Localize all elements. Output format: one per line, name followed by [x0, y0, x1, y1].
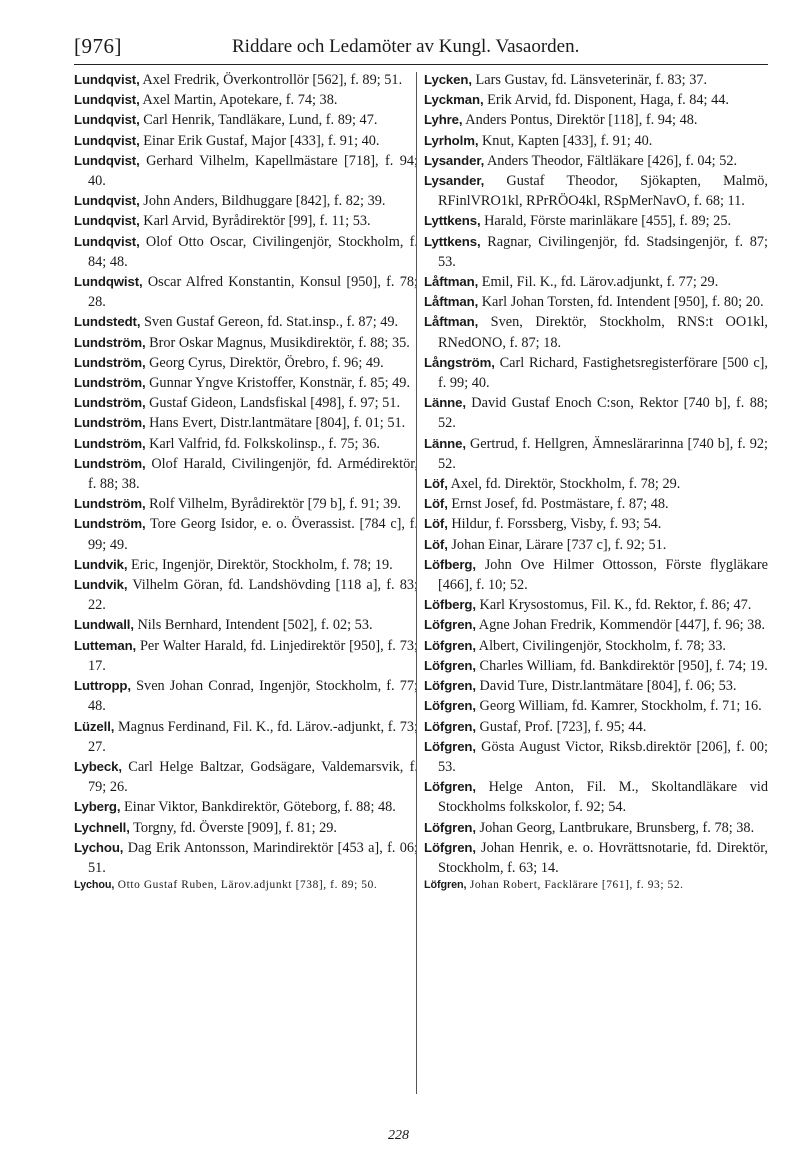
entry-details: Otto Gustaf Ruben, Lärov.adjunkt [738], f. 89; 50.	[117, 879, 378, 892]
entry-surname: Lysander,	[424, 152, 485, 168]
register-entry	[424, 474, 768, 494]
entry-surname: Låftman,	[424, 274, 479, 290]
register-entry	[74, 393, 418, 413]
register-entry	[424, 211, 768, 231]
entry-details: Einar Viktor, Bankdirektör, Göteborg, f. 88; 48.	[124, 799, 396, 816]
register-entry	[74, 373, 418, 393]
entry-surname: Lundvik,	[74, 577, 128, 593]
entry-surname: Lychnell,	[74, 819, 130, 835]
entry-details: Carl Richard, Fastighetsregisterförare [500 c], f. 99; 40.	[438, 354, 768, 392]
register-entry	[74, 151, 418, 191]
entry-surname: Löfgren,	[424, 738, 476, 754]
entry-surname: Löfgren,	[424, 839, 476, 855]
register-entry	[74, 413, 418, 433]
entry-details: Gösta August Victor, Riksb.direktör [206], f. 00; 53.	[438, 738, 768, 775]
entry-details: Torgny, fd. Överste [909], f. 81; 29.	[133, 819, 337, 836]
entry-details: Sven Johan Conrad, Ingenjör, Stockholm, f. 77; 48.	[88, 678, 418, 715]
entry-details: Gustaf Gideon, Landsfiskal [498], f. 97; 51.	[149, 395, 401, 412]
entry-surname: Lyrholm,	[424, 132, 479, 148]
entry-details: Rolf Vilhelm, Byrådirektör [79 b], f. 91; 39.	[149, 496, 401, 513]
register-entry	[74, 454, 418, 494]
register-entry	[424, 514, 768, 534]
entry-surname: Lundwall,	[74, 617, 134, 633]
entry-details: Johan Einar, Lärare [737 c], f. 92; 51.	[451, 536, 667, 553]
entry-surname: Löfgren,	[424, 678, 476, 694]
entry-surname: Löf,	[424, 516, 448, 532]
entry-surname: Lundqvist,	[74, 92, 140, 108]
register-entry	[74, 615, 418, 635]
entry-details: Einar Erik Gustaf, Major [433], f. 91; 40.	[143, 132, 380, 149]
entry-details: Lars Gustav, fd. Länsveterinär, f. 83; 37.	[475, 72, 708, 88]
page-bracket-number: [976]	[74, 34, 122, 58]
register-entry	[424, 70, 768, 90]
register-entry	[74, 110, 418, 130]
entry-details: John Anders, Bildhuggare [842], f. 82; 39.	[143, 193, 386, 210]
entry-details: Sven Gustaf Gereon, fd. Stat.insp., f. 87; 49.	[143, 314, 399, 331]
entry-details: Anders Theodor, Fältläkare [426], f. 04; 52.	[486, 152, 738, 169]
entry-details: John Ove Hilmer Ottosson, Förste flygläkare [466], f. 10; 52.	[438, 556, 768, 594]
right-column	[424, 70, 768, 1150]
entry-surname: Lundqvist,	[74, 72, 140, 87]
register-entry	[424, 353, 768, 393]
entry-details: Gustaf, Prof. [723], f. 95; 44.	[479, 718, 647, 735]
entry-surname: Luttropp,	[74, 678, 131, 694]
entry-surname: Lyttkens,	[424, 213, 481, 229]
entry-details: Magnus Ferdinand, Fil. K., fd. Lärov.-adjunkt, f. 73; 27.	[88, 718, 418, 755]
register-entry	[74, 818, 418, 838]
register-entry	[424, 151, 768, 171]
entry-surname: Löfberg,	[424, 556, 476, 572]
register-entry	[424, 636, 768, 656]
left-column	[74, 70, 418, 1150]
register-entry	[424, 272, 768, 292]
register-entry	[424, 232, 768, 272]
register-entry	[424, 595, 768, 615]
entry-details: Charles William, fd. Bankdirektör [950], f. 74; 19.	[479, 657, 768, 674]
register-entry	[424, 737, 768, 777]
entry-details: Hans Evert, Distr.lantmätare [804], f. 01; 51.	[149, 415, 406, 432]
entry-details: Per Walter Harald, fd. Linjedirektör [950], f. 73; 17.	[88, 637, 418, 674]
entry-details: Harald, Förste marinläkare [455], f. 89; 25.	[484, 213, 732, 230]
entry-details: Olof Otto Oscar, Civilingenjör, Stockholm, f. 84; 48.	[88, 233, 418, 270]
entry-surname: Lundström,	[74, 415, 146, 431]
entry-surname: Löf,	[424, 536, 448, 552]
register-entry	[74, 878, 418, 893]
entry-details: Gerhard Vilhelm, Kapellmästare [718], f. 94; 40.	[88, 152, 418, 190]
register-entry	[424, 615, 768, 635]
register-entry	[424, 555, 768, 595]
register-entry	[74, 434, 418, 454]
entry-details: Olof Harald, Civilingenjör, fd. Armédirektör, f. 88; 38.	[88, 455, 418, 493]
entry-surname: Lundström,	[74, 496, 146, 512]
register-entry	[424, 656, 768, 676]
register-entry	[424, 434, 768, 474]
entry-details: Karl Arvid, Byrådirektör [99], f. 11; 53.	[143, 213, 371, 230]
entry-surname: Löf,	[424, 476, 448, 492]
entry-surname: Lundström,	[74, 334, 146, 350]
register-entry	[424, 171, 768, 211]
entry-surname: Lyberg,	[74, 799, 121, 815]
entry-surname: Lundstedt,	[74, 314, 141, 330]
running-title: Riddare och Ledamöter av Kungl. Vasaorden.	[232, 36, 580, 57]
entry-surname: Lundvik,	[74, 556, 128, 572]
register-entry	[74, 70, 418, 90]
entry-details: Karl Johan Torsten, fd. Intendent [950], f. 80; 20.	[481, 294, 764, 311]
entry-surname: Löfgren,	[424, 779, 476, 795]
entry-details: Knut, Kapten [433], f. 91; 40.	[481, 132, 653, 149]
register-entry	[424, 90, 768, 110]
register-entry	[424, 717, 768, 737]
entry-surname: Lybeck,	[74, 758, 122, 774]
register-entry	[74, 838, 418, 878]
entry-details: Georg William, fd. Kamrer, Stockholm, f. 71; 16.	[479, 698, 762, 715]
register-entry	[424, 696, 768, 716]
register-entry	[424, 777, 768, 817]
entry-details: Johan Georg, Lantbrukare, Brunsberg, f. 78; 38.	[479, 819, 755, 836]
register-entry	[424, 878, 768, 893]
entry-surname: Lundqvist,	[74, 132, 140, 148]
entry-surname: Löfgren,	[424, 637, 476, 653]
entry-surname: Löfberg,	[424, 597, 476, 613]
entry-surname: Lychou,	[74, 839, 124, 855]
register-entry	[74, 131, 418, 151]
entry-details: Carl Henrik, Tandläkare, Lund, f. 89; 47.	[143, 112, 378, 129]
entry-details: Georg Cyrus, Direktör, Örebro, f. 96; 49.	[149, 354, 384, 371]
register-entry	[74, 312, 418, 332]
entry-surname: Lundqwist,	[74, 274, 143, 290]
entry-surname: Lyhre,	[424, 112, 463, 128]
entry-details: Carl Helge Baltzar, Godsägare, Valdemarsvik, f. 79; 26.	[88, 758, 418, 796]
register-entry	[424, 312, 768, 352]
entry-details: Bror Oskar Magnus, Musikdirektör, f. 88; 35.	[149, 334, 410, 351]
entry-details: Helge Anton, Fil. M., Skoltandläkare vid Stockholms folkskolor, f. 92; 54.	[438, 779, 768, 816]
entry-details: Karl Krysostomus, Fil. K., fd. Rektor, f. 86; 47.	[479, 597, 752, 614]
entry-surname: Lundström,	[74, 516, 146, 532]
entry-surname: Löfgren,	[424, 879, 467, 892]
entry-details: Johan Robert, Facklärare [761], f. 93; 52.	[469, 879, 684, 892]
entry-surname: Lundqvist,	[74, 193, 140, 209]
register-entry	[424, 818, 768, 838]
entry-details: Agne Johan Fredrik, Kommendör [447], f. 96; 38.	[478, 617, 766, 634]
register-entry	[74, 333, 418, 353]
entry-surname: Lychou,	[74, 879, 115, 892]
entry-surname: Låftman,	[424, 294, 479, 310]
column-divider	[416, 72, 417, 1094]
entry-surname: Länne,	[424, 435, 466, 451]
entry-surname: Lundström,	[74, 455, 146, 471]
register-entry	[74, 676, 418, 716]
register-entry	[74, 717, 418, 757]
register-entry	[424, 131, 768, 151]
register-entry	[424, 393, 768, 433]
entry-details: Tore Georg Isidor, e. o. Överassist. [784 c], f. 99; 49.	[88, 516, 418, 553]
register-entry	[74, 494, 418, 514]
register-entry	[74, 272, 418, 312]
register-entry	[424, 110, 768, 130]
register-entry	[424, 494, 768, 514]
register-entry	[74, 90, 418, 110]
entry-surname: Lundström,	[74, 395, 146, 411]
entry-details: Emil, Fil. K., fd. Lärov.adjunkt, f. 77; 29.	[481, 274, 719, 291]
entry-details: Erik Arvid, fd. Disponent, Haga, f. 84; 44.	[487, 92, 729, 109]
entry-details: Vilhelm Göran, fd. Landshövding [118 a], f. 83; 22.	[88, 577, 418, 614]
entry-details: Eric, Ingenjör, Direktör, Stockholm, f. 78; 19.	[131, 556, 393, 573]
entry-surname: Lüzell,	[74, 718, 115, 734]
page-folio: 228	[388, 1128, 409, 1143]
entry-details: Dag Erik Antonsson, Marindirektör [453 a], f. 06; 51.	[88, 839, 418, 876]
entry-details: Axel, fd. Direktör, Stockholm, f. 78; 29.	[450, 476, 681, 493]
entry-surname: Löfgren,	[424, 819, 476, 835]
register-entry	[74, 514, 418, 554]
entry-surname: Lyttkens,	[424, 233, 481, 249]
entry-details: Hildur, f. Forssberg, Visby, f. 93; 54.	[451, 516, 662, 533]
register-entry	[74, 797, 418, 817]
entry-details: Sven, Direktör, Stockholm, RNS:t OO1kl, RNedONO, f. 87; 18.	[438, 314, 768, 351]
entry-surname: Lyckman,	[424, 92, 484, 108]
register-entry	[74, 575, 418, 615]
register-entry	[424, 292, 768, 312]
entry-details: Johan Henrik, e. o. Hovrättsnotarie, fd. Direktör, Stockholm, f. 63; 14.	[438, 839, 768, 876]
entry-details: Gertrud, f. Hellgren, Ämneslärarinna [740 b], f. 92; 52.	[438, 435, 768, 472]
register-entry	[424, 676, 768, 696]
entry-surname: Lundqvist,	[74, 152, 140, 168]
entry-surname: Löfgren,	[424, 657, 476, 673]
entry-details: Axel Fredrik, Överkontrollör [562], f. 89; 51.	[142, 72, 403, 88]
entry-details: Anders Pontus, Direktör [118], f. 94; 48.	[465, 112, 698, 129]
register-entry	[424, 535, 768, 555]
register-entry	[74, 191, 418, 211]
register-entry	[74, 636, 418, 676]
register-entry	[74, 232, 418, 272]
page-header	[74, 30, 768, 65]
entry-surname: Lundström,	[74, 375, 146, 391]
entry-details: Oscar Alfred Konstantin, Konsul [950], f. 78; 28.	[88, 274, 418, 311]
entry-surname: Lundström,	[74, 435, 146, 451]
entry-details: David Gustaf Enoch C:son, Rektor [740 b], f. 88; 52.	[438, 395, 768, 432]
entry-details: Gustaf Theodor, Sjökapten, Malmö, RFinlVRO1kl, RPrRÖO4kl, RSpMerNavO, f. 68; 11.	[438, 173, 768, 210]
register-entry	[424, 838, 768, 878]
entry-surname: Långström,	[424, 354, 495, 370]
register-entry	[74, 555, 418, 575]
entry-surname: Länne,	[424, 395, 466, 411]
entry-surname: Lundqvist,	[74, 112, 140, 128]
entry-details: Axel Martin, Apotekare, f. 74; 38.	[142, 92, 338, 109]
entry-details: Nils Bernhard, Intendent [502], f. 02; 53.	[137, 617, 373, 634]
entry-surname: Lundqvist,	[74, 233, 140, 249]
entry-surname: Lycken,	[424, 72, 472, 87]
entry-details: Albert, Civilingenjör, Stockholm, f. 78; 33.	[478, 637, 726, 654]
register-entry	[74, 757, 418, 797]
entry-surname: Löfgren,	[424, 698, 476, 714]
entry-surname: Låftman,	[424, 314, 479, 330]
entry-details: Ragnar, Civilingenjör, fd. Stadsingenjör, f. 87; 53.	[438, 233, 768, 270]
register-entry	[74, 353, 418, 373]
entry-surname: Lundström,	[74, 354, 146, 370]
entry-surname: Lutteman,	[74, 637, 137, 653]
entry-surname: Löfgren,	[424, 617, 476, 633]
entry-surname: Löf,	[424, 496, 448, 512]
entry-surname: Löfgren,	[424, 718, 476, 734]
entry-details: Ernst Josef, fd. Postmästare, f. 87; 48.	[451, 496, 669, 513]
entry-details: David Ture, Distr.lantmätare [804], f. 06; 53.	[479, 678, 737, 695]
entry-details: Gunnar Yngve Kristoffer, Konstnär, f. 85; 49.	[149, 375, 411, 392]
entry-details: Karl Valfrid, fd. Folkskolinsp., f. 75; 36.	[149, 435, 380, 452]
register-entry	[74, 211, 418, 231]
entry-surname: Lundqvist,	[74, 213, 140, 229]
entry-surname: Lysander,	[424, 173, 485, 189]
